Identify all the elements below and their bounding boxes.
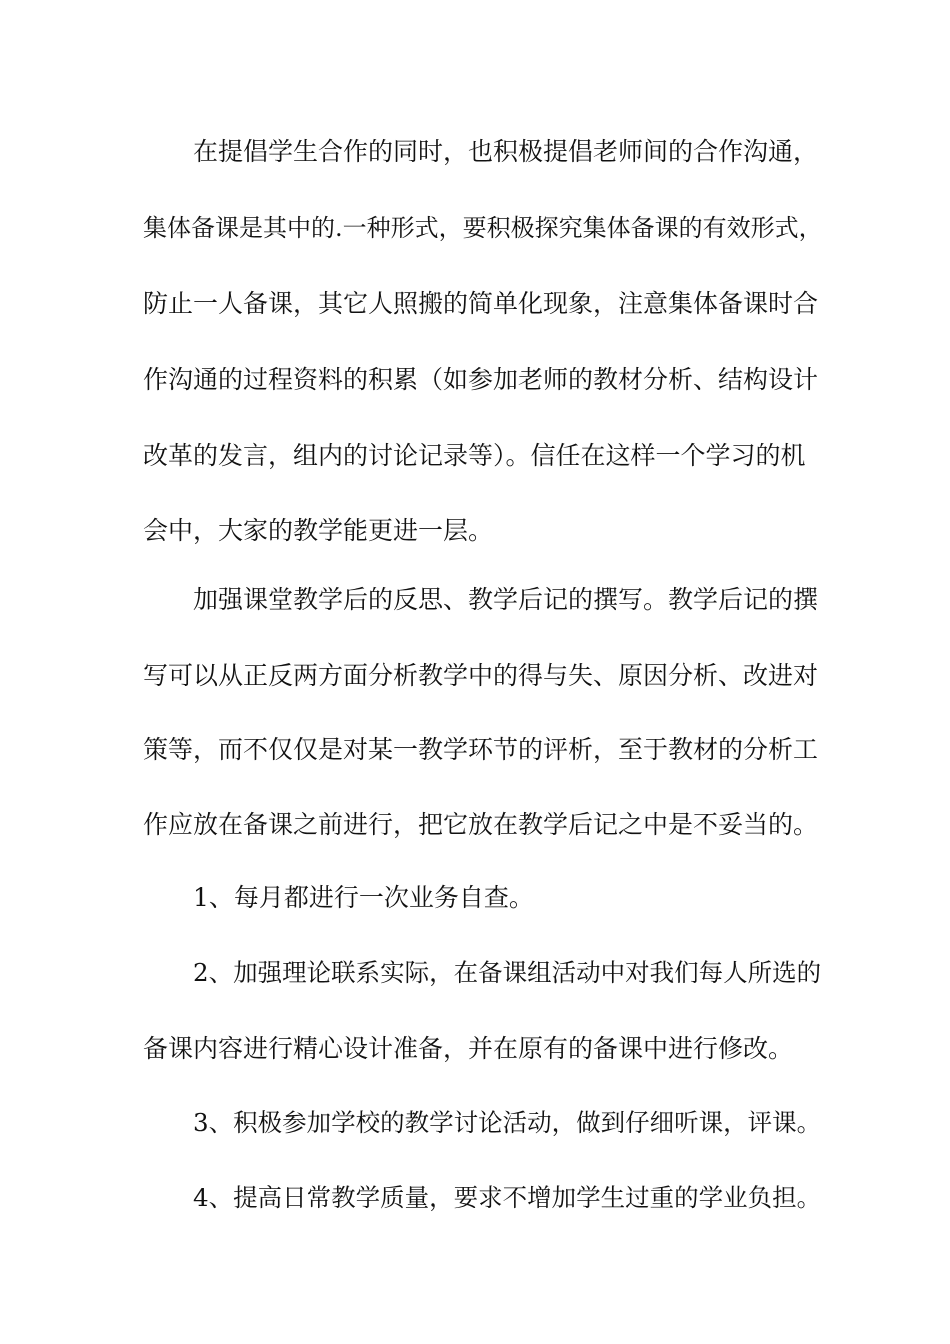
list-item-4: 4、提高日常教学质量，要求不增加学生过重的学业负担。	[193, 1183, 822, 1212]
list-item-1: 1、每月都进行一次业务自查。	[193, 883, 534, 912]
list-item-2-line-2: 备课内容进行精心设计准备，并在原有的备课中进行修改。	[143, 1034, 794, 1063]
list-item-3: 3、积极参加学校的教学讨论活动，做到仔细听课，评课。	[193, 1108, 822, 1137]
paragraph-1-line-1: 在提倡学生合作的同时，也积极提倡老师间的合作沟通，	[193, 137, 819, 166]
paragraph-2-line-1: 加强课堂教学后的反思、教学后记的撰写。教学后记的撰	[193, 585, 819, 614]
paragraph-1-line-2: 集体备课是其中的.一种形式，要积极探究集体备课的有效形式，	[143, 214, 823, 242]
paragraph-2-line-3: 策等，而不仅仅是对某一教学环节的评析，至于教材的分析工	[143, 735, 819, 764]
paragraph-2-line-2: 写可以从正反两方面分析教学中的得与失、原因分析、改进对	[143, 661, 819, 690]
paragraph-1-line-5: 改革的发言，组内的讨论记录等）。信任在这样一个学习的机	[143, 441, 806, 470]
paragraph-2-line-4: 作应放在备课之前进行，把它放在教学后记之中是不妥当的。	[143, 810, 819, 839]
list-item-2-line-1: 2、加强理论联系实际，在备课组活动中对我们每人所选的	[193, 958, 822, 987]
paragraph-1-line-3: 防止一人备课，其它人照搬的简单化现象，注意集体备课时合	[143, 289, 819, 318]
paragraph-1-line-6: 会中，大家的教学能更进一层。	[143, 516, 494, 545]
paragraph-1-line-4: 作沟通的过程资料的积累（如参加老师的教材分析、结构设计	[143, 365, 819, 394]
